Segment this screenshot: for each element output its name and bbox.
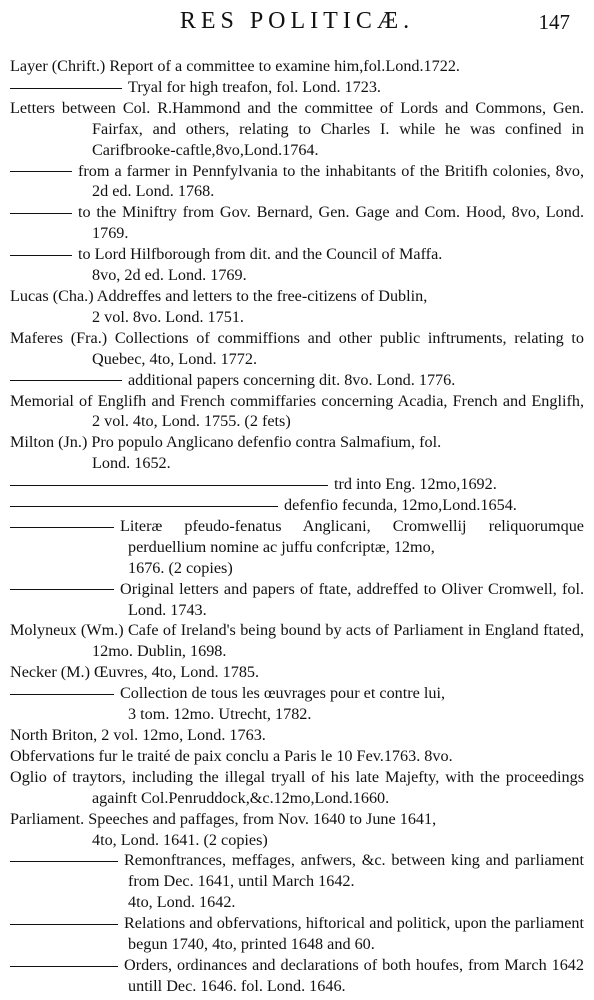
entry-text: trd into Eng. 12mo,1692. <box>334 475 497 494</box>
ditto-rule <box>10 88 122 89</box>
entry-imprint: 4to, Lond. 1642. <box>128 893 236 912</box>
ditto-rule <box>10 213 72 214</box>
entry-text: to Lord Hilfborough from dit. and the Council of Maffa. <box>78 245 443 264</box>
bibliography-entry <box>10 809 584 851</box>
entry-text: Letters between Col. R.Hammond and the committee of Lords and Commons, Gen. Fairfax, and others, relating to Charles I. while he was confined in Carifbrooke-caftle,8vo,Lond.1764. <box>10 98 584 159</box>
bibliography-entry <box>10 516 584 579</box>
entry-imprint: 3 tom. 12mo. Utrecht, 1782. <box>128 705 312 724</box>
bibliography-entry <box>10 620 584 662</box>
page-number: 147 <box>538 10 570 34</box>
entry-text: Orders, ordinances and declarations of both houfes, from March 1642 untill Dec. 1646. fol. Lond. 1646. <box>124 955 584 995</box>
bibliography-entry <box>10 56 584 77</box>
entry-text: Tryal for high treafon, fol. Lond. 1723. <box>128 77 381 96</box>
entry-text: Oglio of traytors, including the illegal tryall of his late Majefty, with the proceedings againft Col.Penruddock,&c.12mo,Lond.1660. <box>10 767 584 807</box>
bibliography-entry <box>10 913 584 955</box>
entry-imprint: 1676. (2 copies) <box>128 558 233 577</box>
ditto-rule <box>10 589 114 590</box>
entry-text: Lucas (Cha.) Addreffes and letters to the free-citizens of Dublin, <box>10 286 428 305</box>
bibliography-entry <box>10 77 584 98</box>
bibliography-entry <box>10 662 584 683</box>
entry-text: North Briton, 2 vol. 12mo, Lond. 1763. <box>10 726 266 744</box>
bibliography-entry <box>10 495 584 516</box>
bibliography-entry <box>10 328 584 370</box>
bibliography-entry <box>10 432 584 474</box>
bibliography-entry <box>10 579 584 621</box>
ditto-rule <box>10 380 122 381</box>
ditto-rule <box>10 506 278 507</box>
entry-text: Milton (Jn.) Pro populo Anglicano defenfio contra Salmafium, fol. <box>10 433 442 452</box>
ditto-rule <box>10 861 118 862</box>
entry-text: from a farmer in Pennfylvania to the inhabitants of the Britifh colonies, 8vo, 2d ed. Lond. 1768. <box>78 161 584 201</box>
bibliography-entry <box>10 202 584 244</box>
bibliography-list <box>10 56 584 997</box>
bibliography-entry <box>10 370 584 391</box>
entry-text: Collection de tous les œuvrages pour et contre lui, <box>120 684 446 703</box>
entry-text: Remonftrances, meffages, anfwers, &c. between king and parliament from Dec. 1641, until March 1642. <box>124 851 584 891</box>
ditto-rule <box>10 694 114 695</box>
entry-imprint: 4to, Lond. 1641. (2 copies) <box>92 830 268 849</box>
page-header <box>10 4 584 44</box>
entry-text: defenfio fecunda, 12mo,Lond.1654. <box>284 496 517 515</box>
entry-imprint: Lond. 1652. <box>92 454 171 473</box>
entry-text: Relations and obfervations, hiftorical and politick, upon the parliament begun 1740, 4to, printed 1648 and 60. <box>124 914 584 954</box>
bibliography-entry <box>10 683 584 725</box>
bibliography-entry <box>10 244 584 286</box>
bibliography-entry <box>10 746 584 767</box>
ditto-rule <box>10 924 118 925</box>
bibliography-entry <box>10 474 584 495</box>
entry-text: to the Miniftry from Gov. Bernard, Gen. Gage and Com. Hood, 8vo, Lond. 1769. <box>78 203 584 243</box>
bibliography-entry <box>10 767 584 809</box>
ditto-rule <box>10 255 72 256</box>
ditto-rule <box>10 966 118 967</box>
entry-text: Maferes (Fra.) Collections of commiffions and other public inftruments, relating to Quebec, 4to, Lond. 1772. <box>10 328 584 368</box>
bibliography-entry <box>10 725 584 746</box>
entry-text: Original letters and papers of ftate, addreffed to Oliver Cromwell, fol. Lond. 1743. <box>120 579 584 619</box>
entry-imprint: 8vo, 2d ed. Lond. 1769. <box>92 266 247 285</box>
bibliography-entry <box>10 286 584 328</box>
bibliography-entry <box>10 955 584 997</box>
bibliography-entry <box>10 391 584 433</box>
entry-text: additional papers concerning dit. 8vo. Lond. 1776. <box>128 370 456 389</box>
entry-text: Memorial of Englifh and French commiffaries concerning Acadia, French and Englifh, 2 vol. 4to, Lond. 1755. (2 fets) <box>10 391 584 431</box>
entry-text: Molyneux (Wm.) Cafe of Ireland's being bound by acts of Parliament in England ftated, 12mo. Dublin, 1698. <box>10 621 584 661</box>
ditto-rule <box>10 485 328 486</box>
bibliography-entry <box>10 850 584 913</box>
bibliography-entry <box>10 161 584 203</box>
ditto-rule <box>10 171 72 172</box>
entry-text: Necker (M.) Œuvres, 4to, Lond. 1785. <box>10 663 260 682</box>
entry-text: Parliament. Speeches and paffages, from Nov. 1640 to June 1641, <box>10 809 437 828</box>
entry-text: Literæ pfeudo-fenatus Anglicani, Cromwellij reliquorumque perduellium nomine ac juffu confcriptæ, 12mo, <box>120 516 584 556</box>
running-head: RES POLITICÆ. <box>179 8 415 34</box>
ditto-rule <box>10 527 114 528</box>
entry-imprint: 2 vol. 8vo. Lond. 1751. <box>92 307 244 326</box>
bibliography-entry <box>10 98 584 161</box>
entry-text: Obfervations fur le traité de paix conclu a Paris le 10 Fev.1763. 8vo. <box>10 746 453 765</box>
entry-text: Layer (Chrift.) Report of a committee to examine him,fol.Lond.1722. <box>10 57 460 75</box>
